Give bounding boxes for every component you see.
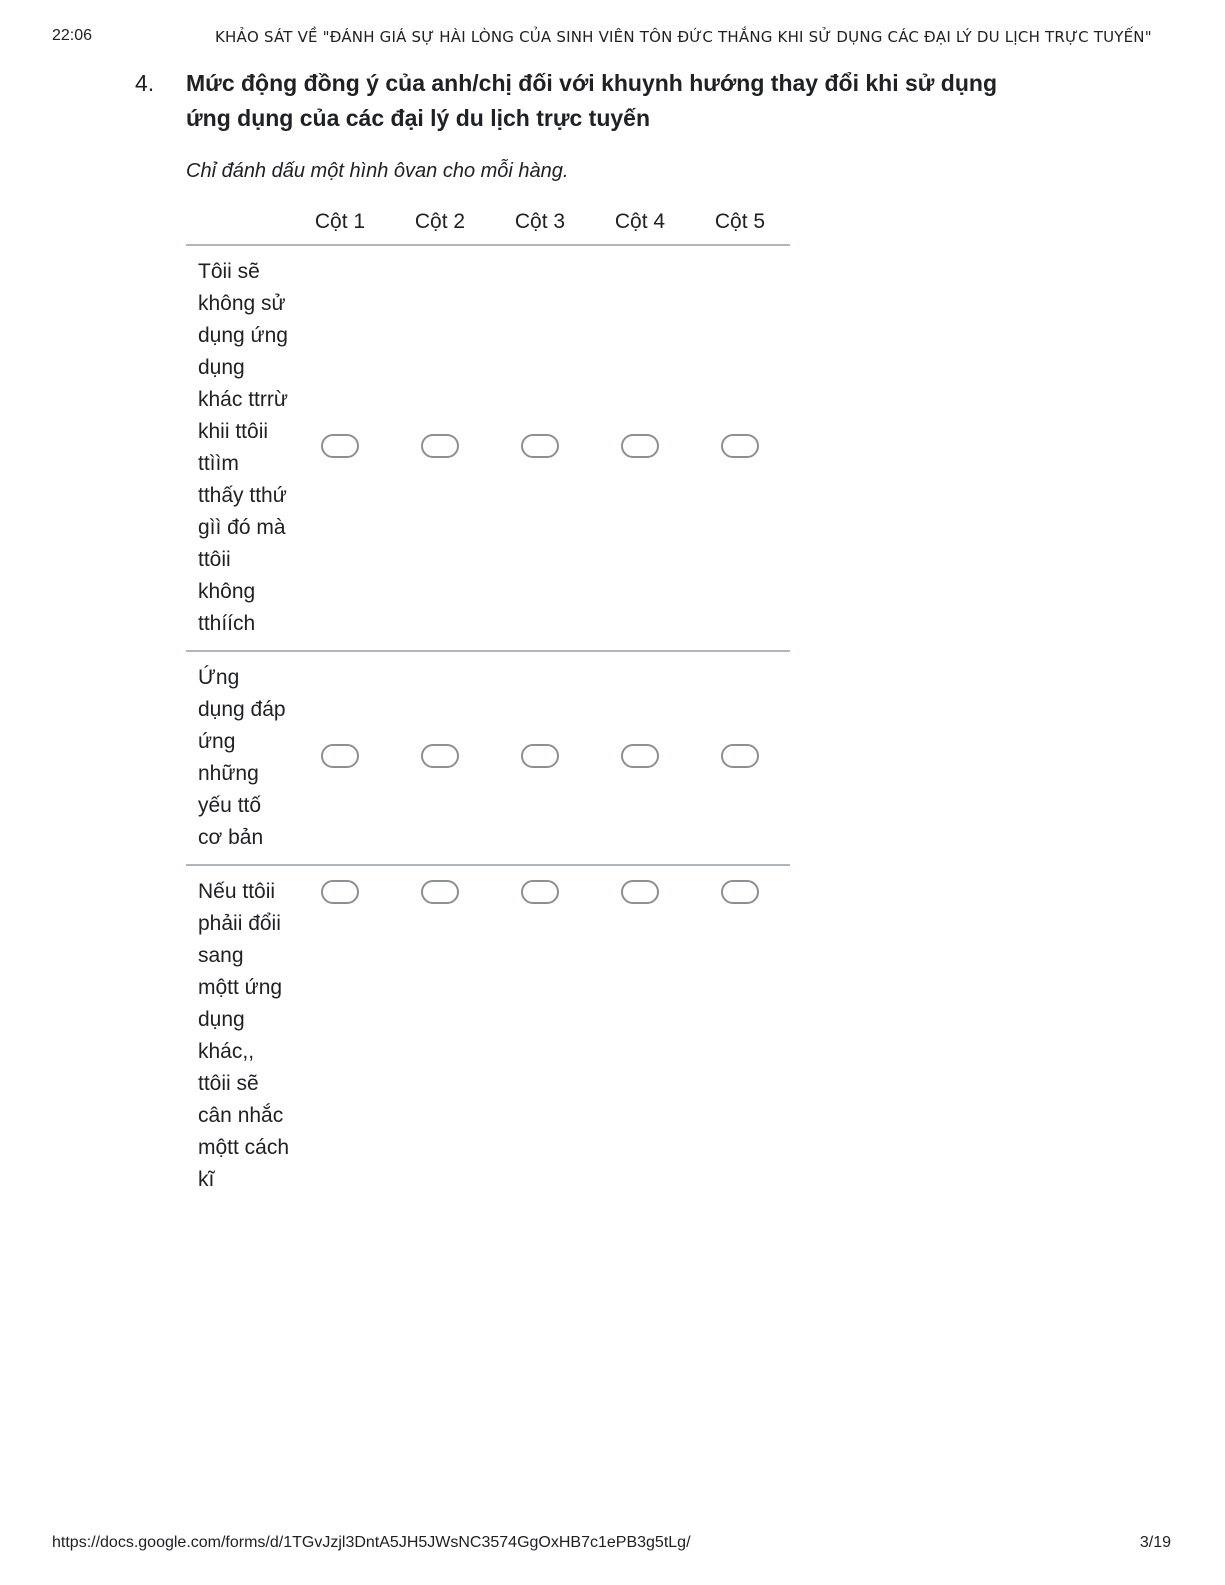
row-label: Nếu ttôii phảii đổii sang mộtt ứng dụng khác,, ttôii sẽ cân nhắc mộtt cách kĩ	[198, 880, 290, 1191]
footer-url: https://docs.google.com/forms/d/1TGvJzjl3DntA5JH5JWsNC3574GgOxHB7c1ePB3g5tLg/	[52, 1534, 691, 1551]
radio-oval[interactable]	[521, 434, 559, 458]
radio-oval[interactable]	[721, 744, 759, 768]
radio-oval[interactable]	[621, 880, 659, 904]
radio-oval[interactable]	[421, 744, 459, 768]
radio-oval[interactable]	[421, 880, 459, 904]
radio-oval[interactable]	[321, 434, 359, 458]
page-number: 3/19	[1139, 1534, 1171, 1551]
question-title: Mức động đồng ý của anh/chị đối với khuynh hướng thay đổi khi sử dụng ứng dụng của các đại lý du lịch trực tuyến	[186, 70, 998, 131]
column-header: Cột 5	[690, 210, 790, 245]
question-hint: Chỉ đánh dấu một hình ôvan cho mỗi hàng.	[186, 160, 569, 182]
radio-oval[interactable]	[621, 744, 659, 768]
print-time: 22:06	[52, 27, 93, 44]
column-header: Cột 1	[290, 210, 390, 245]
column-header: Cột 3	[490, 210, 590, 245]
radio-oval[interactable]	[721, 434, 759, 458]
row-label: Tôii sẽ không sử dụng ứng dụng khác ttrrừ khii ttôii ttììm tthấy tthứ gìì đó mà ttôii không tthíích	[186, 245, 290, 651]
column-header: Cột 2	[390, 210, 490, 245]
grid-row	[186, 245, 790, 651]
column-header: Cột 4	[590, 210, 690, 245]
radio-oval[interactable]	[721, 880, 759, 904]
radio-oval[interactable]	[521, 744, 559, 768]
grid-row	[186, 651, 790, 865]
grid-corner	[186, 210, 290, 245]
form-title: KHẢO SÁT VỀ "ĐÁNH GIÁ SỰ HÀI LÒNG CỦA SINH VIÊN TÔN ĐỨC THẮNG KHI SỬ DỤNG CÁC ĐẠI LÝ DU LỊCH TRỰC TUYẾN"	[215, 28, 1152, 46]
grid-row	[186, 865, 790, 1206]
grid-header-row	[186, 210, 790, 245]
radio-oval[interactable]	[321, 880, 359, 904]
question-number: 4.	[135, 70, 155, 96]
choice-grid	[186, 210, 790, 1206]
radio-oval[interactable]	[321, 744, 359, 768]
row-label: Ứng dụng đáp ứng những yếu ttố cơ bản	[186, 651, 290, 865]
radio-oval[interactable]	[421, 434, 459, 458]
radio-oval[interactable]	[621, 434, 659, 458]
radio-oval[interactable]	[521, 880, 559, 904]
